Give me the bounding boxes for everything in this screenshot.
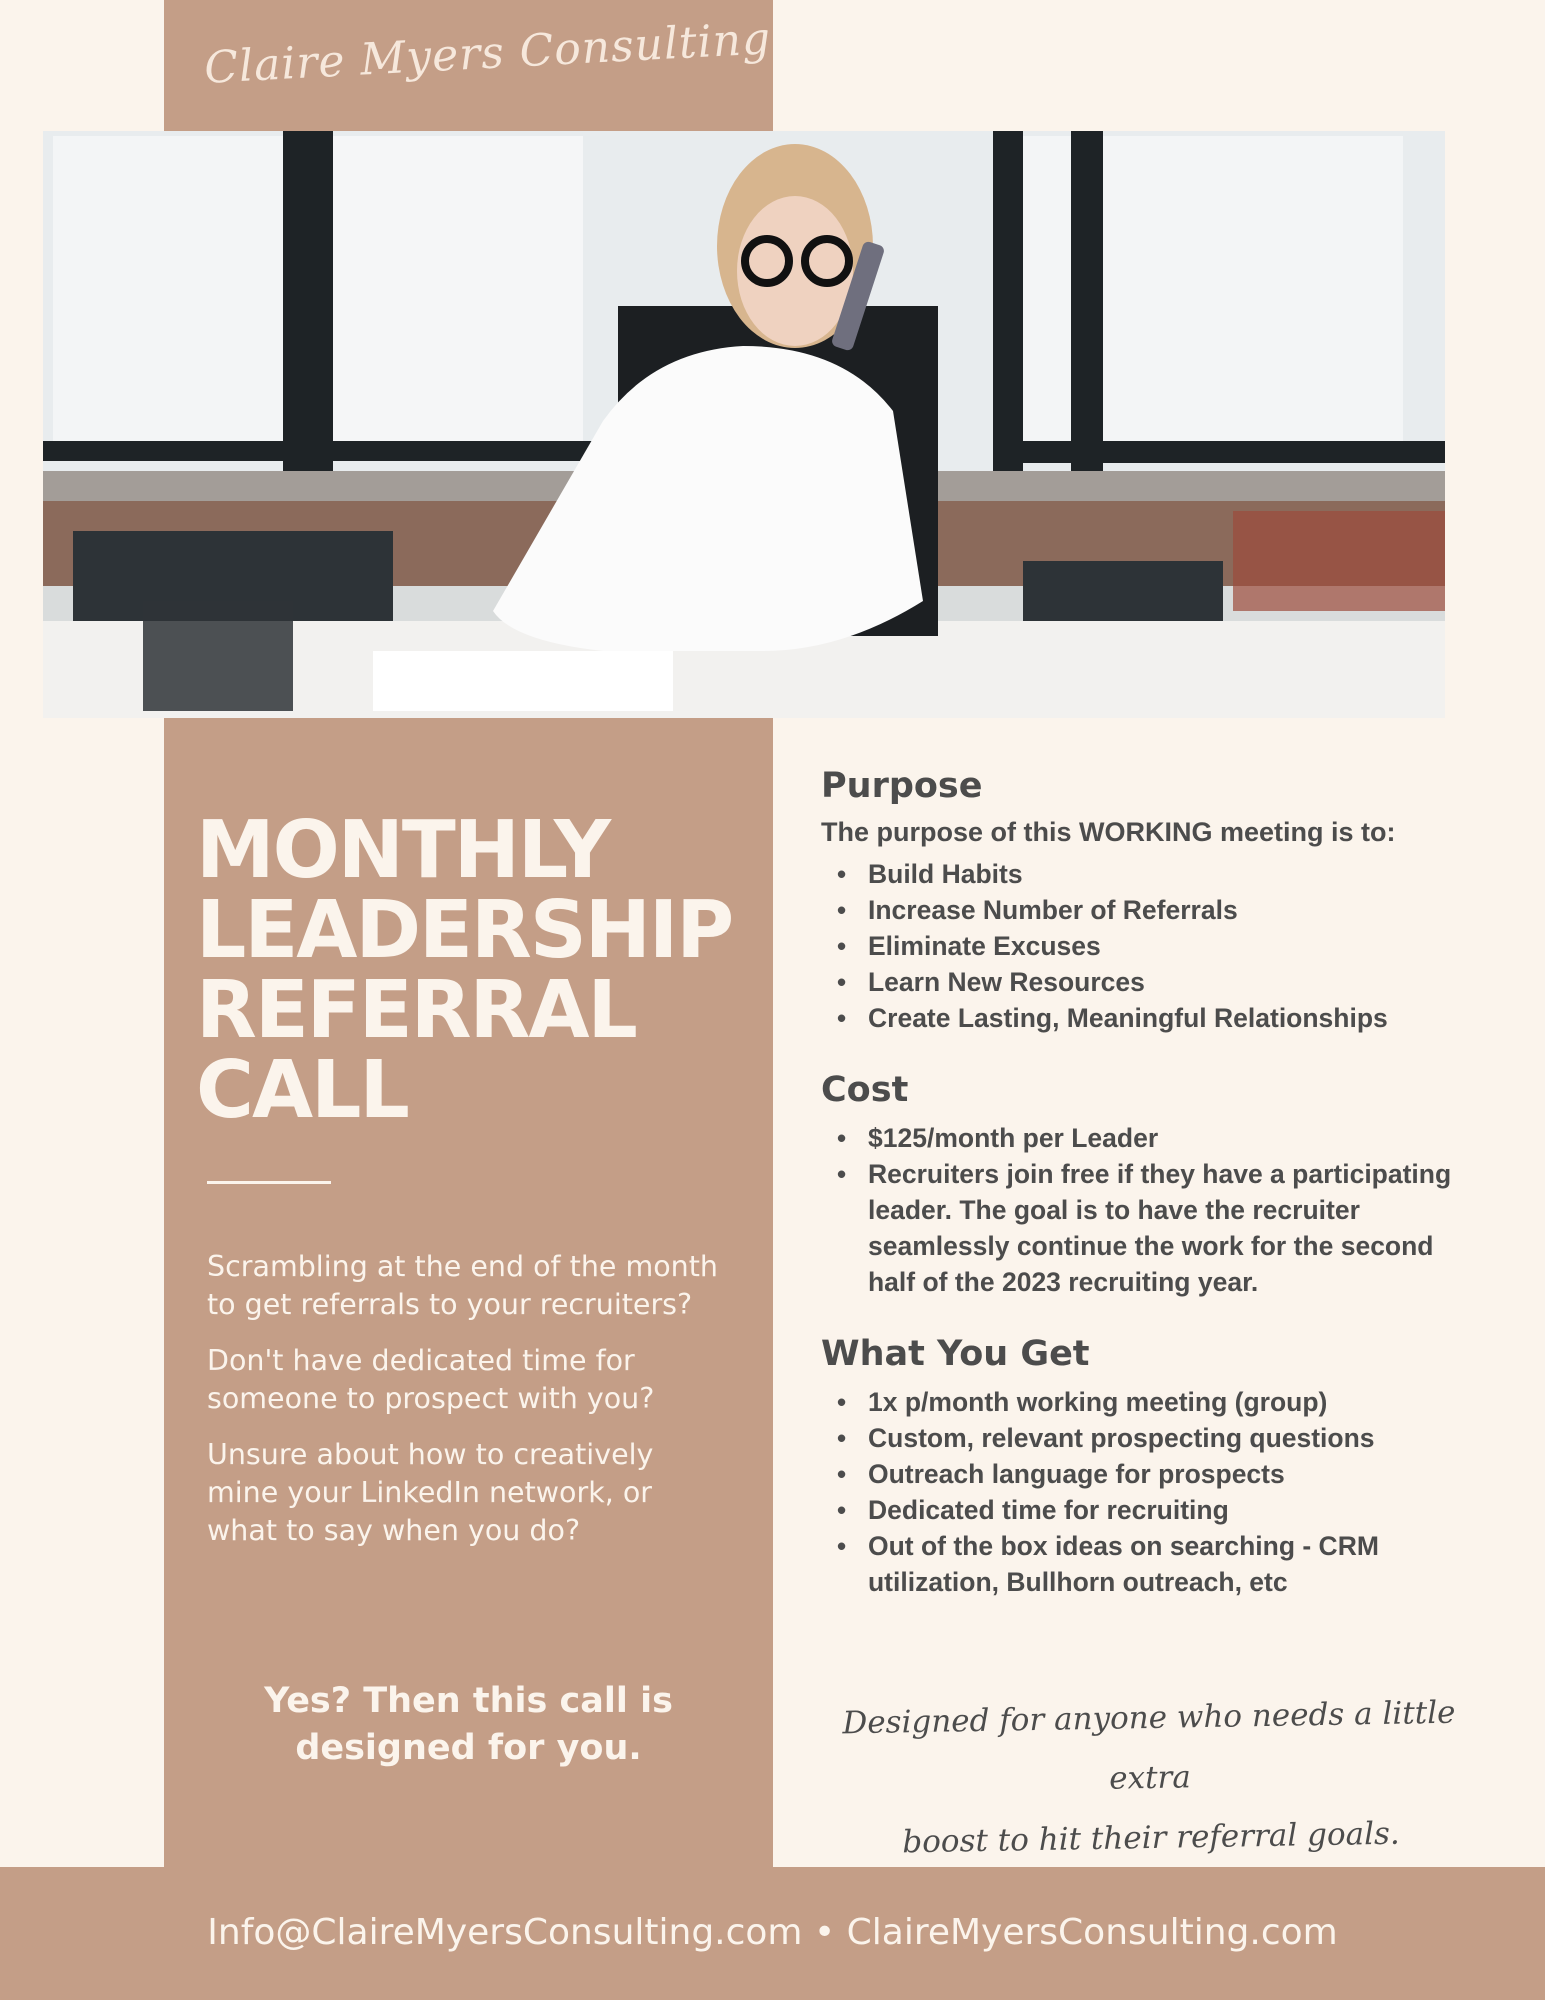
title-line: MONTHLY xyxy=(196,804,610,896)
page-title xyxy=(196,804,733,1136)
hook-questions xyxy=(207,1248,727,1568)
hook-question: Scrambling at the end of the month to get referrals to your recruiters? xyxy=(207,1250,718,1321)
list-item: • Out of the box ideas on searching - CRM utilization, Bullhorn outreach, etc xyxy=(821,1528,1461,1600)
purpose-heading: Purpose xyxy=(821,766,983,806)
cost-heading: Cost xyxy=(821,1070,909,1110)
cost-list xyxy=(821,1120,1461,1300)
call-to-action xyxy=(164,1678,773,1772)
tagline xyxy=(818,1682,1481,1873)
details-column xyxy=(821,762,1461,1600)
hook-question: Unsure about how to creatively mine your LinkedIn network, or what to say when you do? xyxy=(207,1438,654,1547)
list-item: • Create Lasting, Meaningful Relationships xyxy=(821,1000,1461,1036)
woman-on-phone-image xyxy=(43,131,1445,718)
list-item: • Eliminate Excuses xyxy=(821,928,1461,964)
contact-info: Info@ClaireMyersConsulting.com • ClaireMyersConsulting.com xyxy=(207,1912,1338,1953)
tagline-line: boost to hit their referral goals. xyxy=(902,1815,1401,1861)
cta-line: designed for you. xyxy=(295,1728,642,1768)
section-spacer xyxy=(821,1300,1461,1330)
list-item: • $125/month per Leader xyxy=(821,1120,1461,1156)
footer xyxy=(0,1867,1545,2000)
intro-panel xyxy=(164,718,773,1867)
list-item: • Dedicated time for recruiting xyxy=(821,1492,1461,1528)
title-divider xyxy=(207,1181,331,1184)
purpose-intro: The purpose of this WORKING meeting is to: xyxy=(821,817,1396,847)
hero-photo xyxy=(43,131,1445,718)
list-item: • Build Habits xyxy=(821,856,1461,892)
brand-panel xyxy=(164,0,773,131)
benefits-heading: What You Get xyxy=(821,1334,1090,1374)
list-item: • 1x p/month working meeting (group) xyxy=(821,1384,1461,1420)
brand-logo-text: Claire Myers Consulting xyxy=(203,13,773,94)
title-line: LEADERSHIP xyxy=(196,884,733,976)
title-line: REFERRAL xyxy=(196,964,636,1056)
section-spacer xyxy=(821,1036,1461,1066)
list-item: • Learn New Resources xyxy=(821,964,1461,1000)
tagline-line: Designed for anyone who needs a little extra xyxy=(842,1694,1456,1797)
purpose-list xyxy=(821,856,1461,1036)
list-item: • Custom, relevant prospecting questions xyxy=(821,1420,1461,1456)
list-item: • Recruiters join free if they have a participating leader. The goal is to have the recruiter seamlessly continue the work for the second half of the 2023 recruiting year. xyxy=(821,1156,1461,1300)
hook-question: Don't have dedicated time for someone to prospect with you? xyxy=(207,1344,655,1415)
cta-line: Yes? Then this call is xyxy=(264,1681,673,1721)
title-line: CALL xyxy=(196,1044,408,1136)
list-item: • Increase Number of Referrals xyxy=(821,892,1461,928)
list-item: • Outreach language for prospects xyxy=(821,1456,1461,1492)
benefits-list xyxy=(821,1384,1461,1600)
